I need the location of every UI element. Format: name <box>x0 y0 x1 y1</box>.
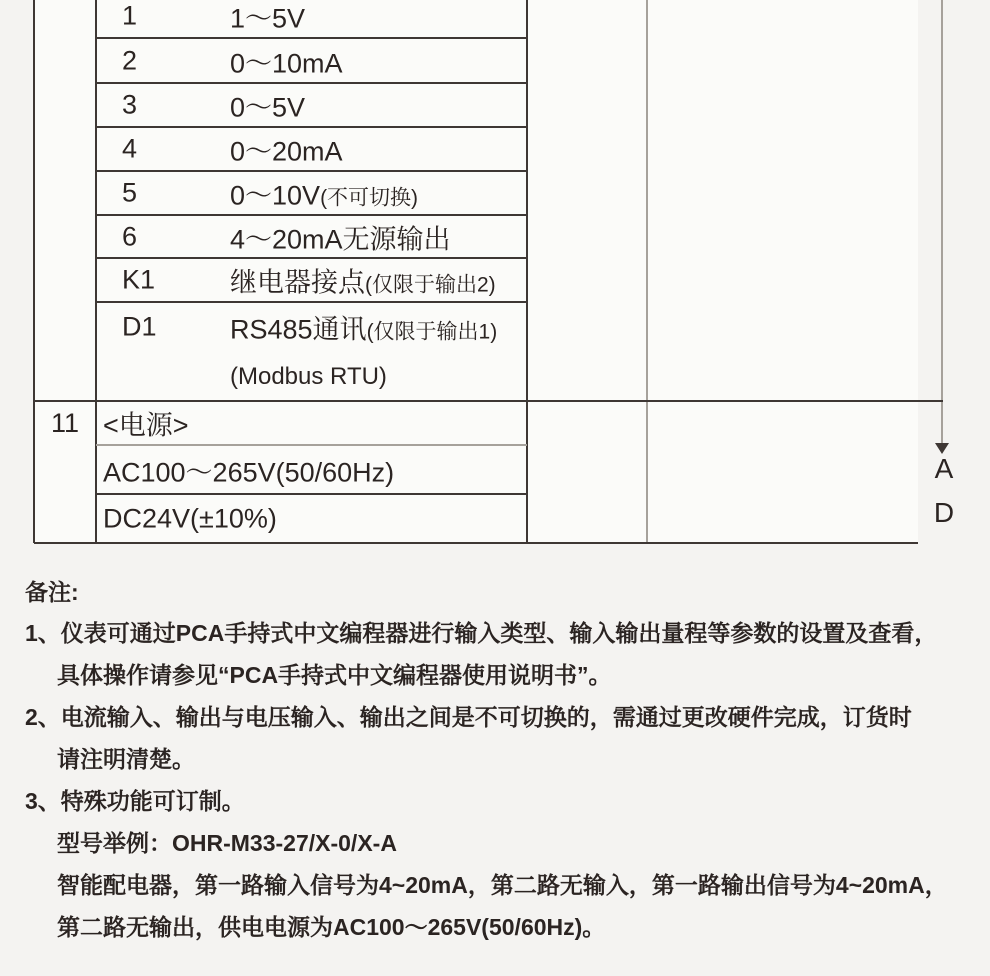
table-row <box>96 83 528 127</box>
row-separator <box>96 82 528 84</box>
row-code: D1 <box>122 311 157 342</box>
note-line: 具体操作请参见“PCA手持式中文编程器使用说明书”。 <box>57 662 612 688</box>
table-row <box>96 38 528 83</box>
table-row <box>96 0 528 38</box>
row-value: 0〜20mA <box>230 136 343 167</box>
note-line: 3、特殊功能可订制。 <box>25 788 245 814</box>
table-row <box>96 215 528 258</box>
note-line: 第二路无输出，供电电源为AC100〜265V(50/60Hz)。 <box>57 914 606 940</box>
row-code: K1 <box>122 264 156 295</box>
note-line: 1、仪表可通过PCA手持式中文编程器进行输入类型、输入输出量程等参数的设置及查看， <box>25 620 938 646</box>
power-row-title-cell <box>96 401 528 445</box>
power-row-top-border <box>34 400 943 402</box>
row-value: 1〜5V <box>230 3 306 34</box>
row-value: 4〜20mA无源输出 <box>230 224 451 254</box>
power-row-code: 11 <box>50 407 80 438</box>
row-separator <box>96 126 528 128</box>
notes-heading: 备注: <box>25 579 79 605</box>
note-line: 智能配电器，第一路输入信号为4~20mA，第二路无输入，第一路输出信号为4~20mA， <box>57 872 948 898</box>
power-option: DC24V(±10%) <box>103 503 277 533</box>
row-value: 0〜5V <box>230 92 306 123</box>
table-left-border <box>33 0 35 543</box>
power-row-option-cell <box>96 494 528 543</box>
row-value: 继电器接点(仅限于输出2) <box>230 267 496 298</box>
table-row <box>96 258 528 302</box>
power-row-separator <box>96 444 527 446</box>
row-separator <box>96 170 528 172</box>
note-line: 型号举例：OHR-M33-27/X-0/X-A <box>57 830 397 856</box>
power-row-option-cell <box>96 445 528 494</box>
code-position-label: A <box>934 453 954 484</box>
table-row <box>96 127 528 171</box>
table-row-continued <box>96 352 528 401</box>
row-code: 6 <box>122 221 138 251</box>
power-row-title: <电源> <box>103 410 189 441</box>
row-code: 1 <box>122 0 138 31</box>
row-separator <box>96 214 528 216</box>
table-bottom-border <box>34 542 918 544</box>
row-code: 5 <box>122 177 138 208</box>
note-line: 2、电流输入、输出与电压输入、输出之间是不可切换的，需通过更改硬件完成，订货时 <box>25 704 912 730</box>
selection-guide-line <box>646 0 648 543</box>
row-value: 0〜10mA <box>230 48 343 78</box>
row-separator <box>96 257 528 259</box>
table-row <box>96 171 528 215</box>
power-option: AC100〜265V(50/60Hz) <box>103 457 395 487</box>
row-value: 0〜10V(不可切换) <box>230 180 419 211</box>
selection-arrow-line <box>941 0 943 444</box>
note-line: 请注明清楚。 <box>57 746 195 772</box>
row-value: RS485通讯(仅限于输出1) <box>230 314 498 345</box>
code-position-label: D <box>933 497 955 528</box>
row-code: 4 <box>122 133 138 164</box>
row-code: 2 <box>122 45 138 75</box>
power-row-separator <box>96 493 528 495</box>
row-separator <box>96 301 528 303</box>
row-value-line2: (Modbus RTU) <box>230 362 387 390</box>
row-code: 3 <box>122 89 138 120</box>
row-separator <box>96 37 528 39</box>
table-row <box>96 302 528 352</box>
